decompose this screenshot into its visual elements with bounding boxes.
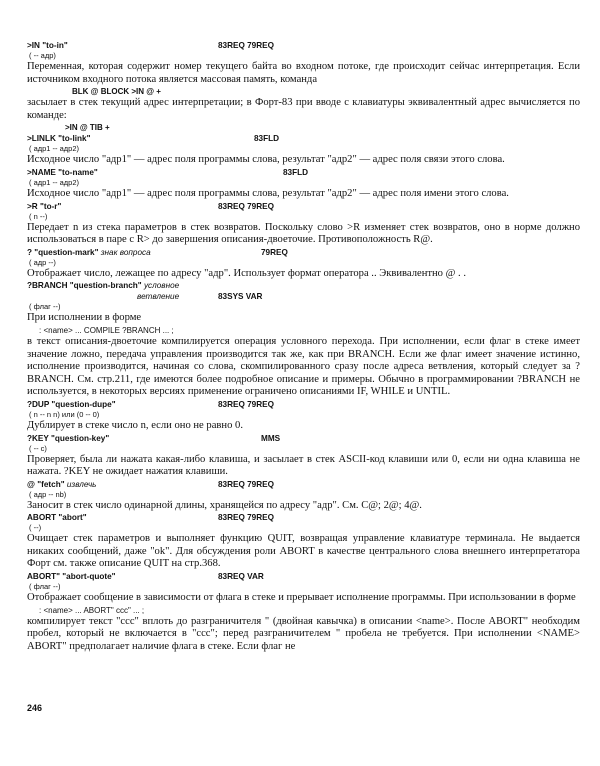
code-example: BLK @ BLOCK >IN @ + bbox=[72, 87, 161, 97]
translation-note: условное bbox=[143, 281, 180, 291]
entry-header bbox=[27, 433, 580, 444]
description: Исходное число "адр1" — адрес поля программы слова, результат "адр2" — адрес поля имени этого слова. bbox=[27, 187, 509, 199]
entry-header bbox=[27, 247, 580, 258]
entry-to-link bbox=[27, 133, 580, 167]
word-name: ?KEY "question-key" bbox=[27, 433, 110, 443]
description-continued: засылает в стек текущий адрес интерпретации; в Форт-83 при вводе с клавиатуры эквивалентный адрес вычисляется по команде: bbox=[27, 97, 580, 121]
page-number: 246 bbox=[27, 703, 43, 713]
entry-header bbox=[27, 399, 580, 410]
entry-question-dupe bbox=[27, 399, 580, 433]
entry-fetch bbox=[27, 479, 580, 513]
code-example: : <name> ... COMPILE ?BRANCH ... ; bbox=[39, 325, 174, 335]
stack-effect: ( адр1 -- адр2) bbox=[29, 177, 80, 187]
description: Передает n из стека параметров в стек возвратов. Поскольку слово >R изменяет стек возвратов, оно в норме должно использоваться в паре с R> до завершения описания-двоеточие. Противоположность R@. bbox=[27, 221, 580, 246]
entry-header-continued bbox=[27, 291, 580, 302]
word-name: >IN "to-in" bbox=[27, 41, 68, 50]
stack-effect: ( флаг --) bbox=[29, 302, 61, 312]
standard-tag: 83FLD bbox=[283, 167, 309, 177]
word-name: ABORT" "abort-quote" bbox=[27, 572, 116, 582]
word-name: ?BRANCH "question-branch" bbox=[27, 281, 142, 291]
entry-abort-quote bbox=[27, 571, 580, 653]
code-example: >IN @ TIB + bbox=[65, 123, 110, 133]
entry-header bbox=[27, 40, 580, 51]
standard-tag: 83FLD bbox=[254, 134, 280, 144]
stack-effect: ( n -- n n) или (0 -- 0) bbox=[29, 409, 100, 419]
word-name: >R "to-r" bbox=[27, 201, 62, 211]
standard-tag: 83REQ 79REQ bbox=[218, 41, 274, 50]
standard-tag: 83SYS VAR bbox=[218, 292, 263, 302]
entry-question-mark bbox=[27, 247, 580, 281]
word-name: @ "fetch" bbox=[27, 479, 65, 489]
word-name: >LINLK "to-link" bbox=[27, 134, 91, 144]
stack-effect: ( -- адр) bbox=[29, 51, 56, 60]
code-example: : <name> ... ABORT" ccc" ... ; bbox=[39, 605, 145, 615]
description: При исполнении в форме bbox=[27, 312, 142, 324]
entry-header bbox=[27, 571, 580, 582]
translation-note: ветвление bbox=[137, 292, 180, 302]
standard-tag: 83REQ VAR bbox=[218, 572, 264, 582]
entry-to-name bbox=[27, 167, 580, 201]
entry-question-branch bbox=[27, 280, 580, 399]
standard-tag: 83REQ 79REQ bbox=[218, 479, 274, 489]
description: Проверяет, была ли нажата какая-либо клавиша, и засылает в стек ASCII-код клавиши или 0, если ни одна клавиша не нажата. ?KEY не ожидает нажатия клавиши. bbox=[27, 453, 580, 478]
entry-abort bbox=[27, 512, 580, 571]
description: Исходное число "адр1" — адрес поля программы слова, результат "адр2" — адрес поля связи этого слова. bbox=[27, 154, 505, 166]
entry-question-key bbox=[27, 433, 580, 479]
stack-effect: ( адр --) bbox=[29, 257, 56, 267]
description: Отображает сообщение в зависимости от флага в стеке и прерывает исполнение программы. При использовании в форме bbox=[27, 592, 576, 604]
stack-effect: ( -- c) bbox=[29, 443, 47, 453]
word-name: ABORT "abort" bbox=[27, 513, 87, 523]
entry-header bbox=[27, 512, 580, 523]
description-continued: в текст описания-двоеточие компилируется операция условного перехода. При исполнении, если флаг в стеке имеет значение ложно, передача управления производится так же, как при BRANCH. Если же флаг имеет значение истинно, исполнение производится, начиная со слова, скомпилированного сразу после адреса ветвления, который следует за ?BRANCH. См. стр.211, где имеются более подробное описание и примеры. Обычно в программировании ?BRANCH не используется, в некоторых версиях применение ограничено описаниями IF, WHILE и UNTIL. bbox=[27, 335, 580, 398]
description: Очищает стек параметров и выполняет функцию QUIT, возвращая управление клавиатуре терминала. Не выдается никаких сообщений, даже "ok". Для обсуждения роли ABORT в качестве центрального слова внешнего интерпретатора Форт см. также описание QUIT на стр.368. bbox=[27, 533, 580, 570]
entry-header bbox=[27, 479, 580, 490]
entry-header bbox=[27, 201, 580, 212]
entry-header bbox=[27, 167, 580, 178]
stack-effect: ( n --) bbox=[29, 211, 48, 221]
description: Переменная, которая содержит номер текущего байта во входном потоке, где происходит сейчас интерпретация. Если источником входного потока является массовая память, команда bbox=[27, 61, 580, 85]
standard-tag: 83REQ 79REQ bbox=[218, 201, 274, 211]
stack-effect: ( адр1 -- адр2) bbox=[29, 144, 80, 154]
word-name: ?DUP "question-dupe" bbox=[27, 399, 116, 409]
description: Отображает число, лежащее по адресу "адр". Использует формат оператора .. Эквивалентно @ . . bbox=[27, 267, 466, 279]
standard-tag: 83REQ 79REQ bbox=[218, 513, 274, 523]
stack-effect: ( --) bbox=[29, 523, 42, 533]
entry-to-r bbox=[27, 201, 580, 247]
word-name: >NAME "to-name" bbox=[27, 167, 98, 177]
standard-tag: 79REQ bbox=[261, 247, 288, 257]
stack-effect: ( флаг --) bbox=[29, 582, 61, 592]
description-continued: компилирует текст "ccc" вплоть до разграничителя " (двойная кавычка) в описании <name>. После ABORT" необходим пробел, который не включается в "ccc"; перед разграничителем " пробела не требуется. При исполнении <NAME> ABORT" предполагает наличие флага в стеке. Если флаг не bbox=[27, 615, 580, 652]
word-name: ? "question-mark" bbox=[27, 247, 99, 257]
stack-effect: ( адр -- nb) bbox=[29, 489, 67, 499]
standard-tag: 83REQ 79REQ bbox=[218, 399, 274, 409]
entry-to-in bbox=[27, 40, 580, 133]
description: Заносит в стек число одинарной длины, хранящейся по адресу "адр". См. C@; 2@; 4@. bbox=[27, 499, 422, 511]
description: Дублирует в стеке число n, если оно не равно 0. bbox=[27, 419, 243, 431]
standard-tag: MMS bbox=[261, 433, 281, 443]
translation-note: извлечь bbox=[66, 479, 97, 489]
entry-header bbox=[27, 133, 580, 144]
translation-note: знак вопроса bbox=[100, 247, 151, 257]
entry-header bbox=[27, 280, 580, 291]
